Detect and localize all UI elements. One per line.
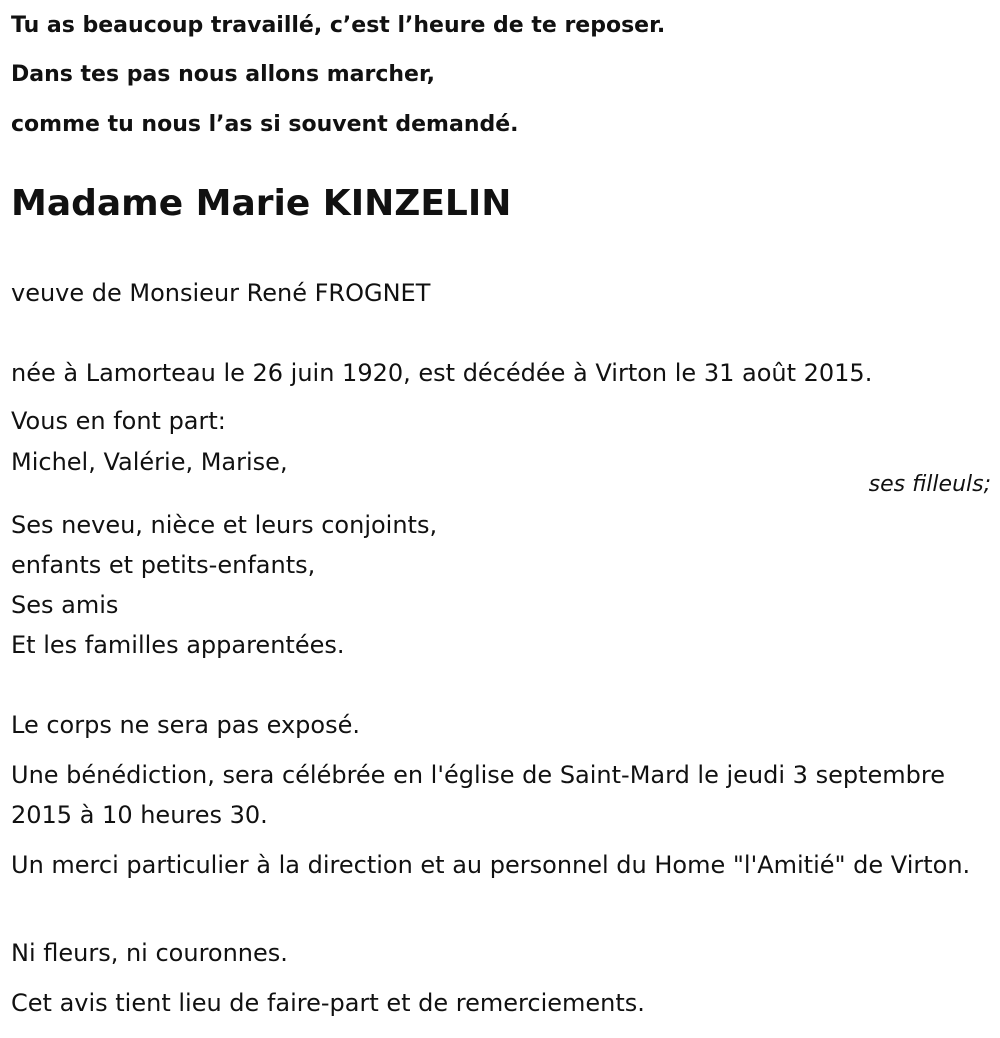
family-intro: Vous en font part: [11, 407, 226, 435]
godchildren-names: Michel, Valérie, Marise, [11, 448, 288, 476]
poem-line-2: Dans tes pas nous allons marcher, [11, 62, 435, 87]
birth-death-line: née à Lamorteau le 26 juin 1920, est décédée à Virton le 31 août 2015. [11, 359, 873, 387]
widow-of-line: veuve de Monsieur René FROGNET [11, 279, 431, 307]
family-line-1: Ses neveu, nièce et leurs conjoints, [11, 511, 438, 539]
poem-line-1: Tu as beaucoup travaillé, c’est l’heure de te reposer. [11, 13, 666, 38]
family-line-2: enfants et petits-enfants, [11, 551, 316, 579]
deceased-name: Madame Marie KINZELIN [11, 183, 512, 224]
godchildren-label: ses filleuls; [868, 472, 991, 497]
thanks-notice: Un merci particulier à la direction et au personnel du Home "l'Amitié" de Virton. [11, 851, 971, 879]
family-line-3: Ses amis [11, 591, 119, 619]
blessing-notice: Une bénédiction, sera célébrée en l'église de Saint-Mard le jeudi 3 septembre 2015 à 10 heures 30. [11, 761, 945, 829]
family-line-4: Et les familles apparentées. [11, 631, 345, 659]
flowers-notice: Ni fleurs, ni couronnes. [11, 939, 288, 967]
poem-line-3: comme tu nous l’as si souvent demandé. [11, 112, 519, 137]
closing-notice: Cet avis tient lieu de faire-part et de remerciements. [11, 989, 645, 1017]
body-notice: Le corps ne sera pas exposé. [11, 711, 360, 739]
